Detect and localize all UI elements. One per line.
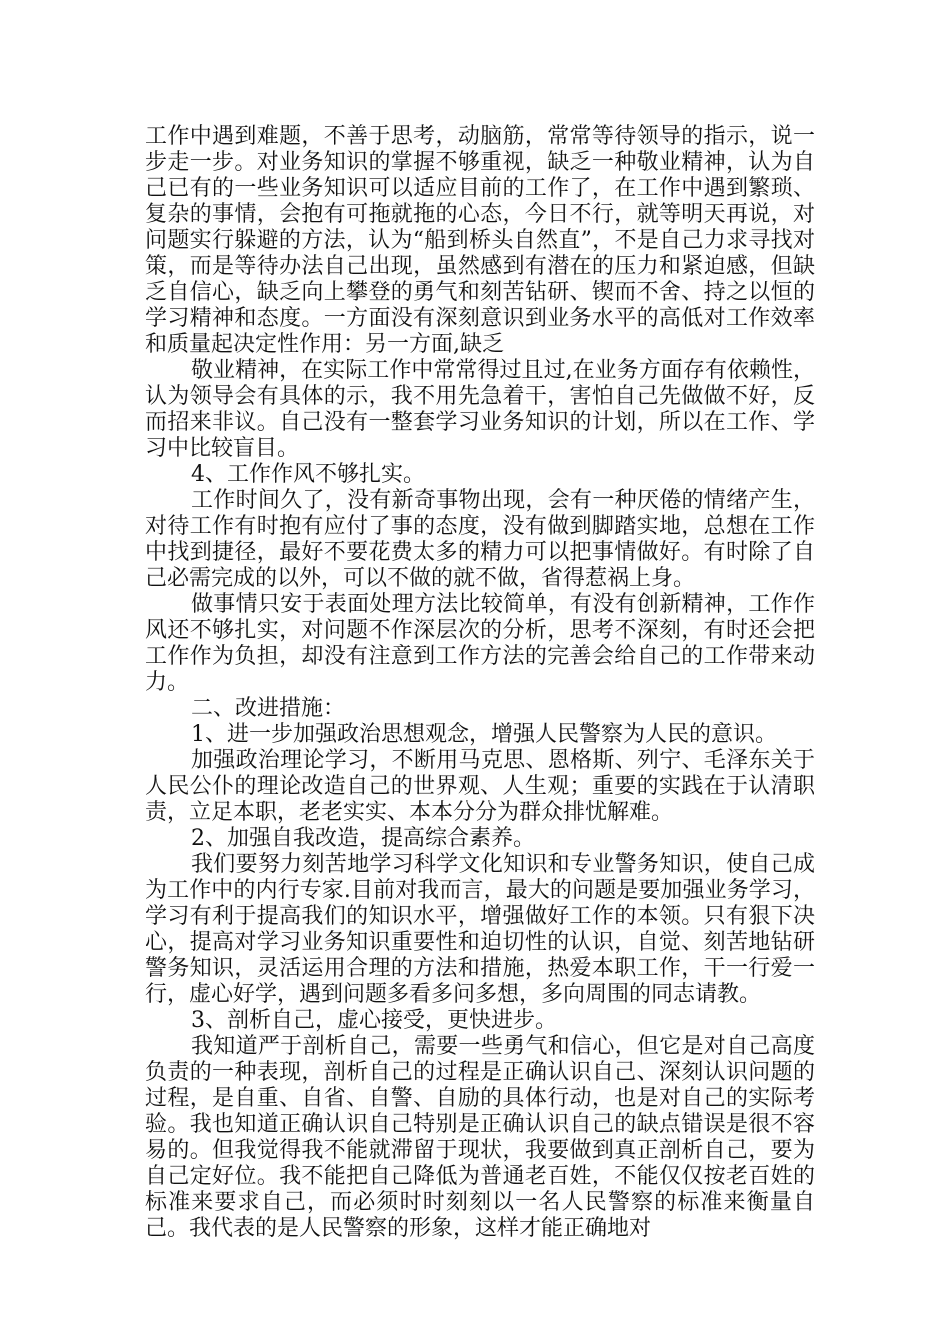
paragraph-work-style-1: 工作时间久了，没有新奇事物出现，会有一种厌倦的情绪产生，对待工作有时抱有应付了事的态度，没有做到脚踏实地，总想在工作中找到捷径，最好不要花费太多的精力可以把事情做好。有时除了自己必需完成的以外，可以不做的就不做，省得惹祸上身。 (145, 488, 815, 591)
paragraph-learning: 我们要努力刻苦地学习科学文化知识和专业警务知识，使自己成为工作中的内行专家.目前对我而言，最大的问题是要加强业务学习，学习有利于提高我们的知识水平，增强做好工作的本领。只有狠下决心，提高对学习业务知识重要性和迫切性的认识，自觉、刻苦地钻研警务知识，灵活运用合理的方法和措施，热爱本职工作，干一行爱一行，虚心好学，遇到问题多看多问多想，多向周围的同志请教。 (145, 852, 815, 1007)
heading-work-style: 4、工作作风不够扎实。 (191, 462, 425, 487)
document-body (145, 124, 815, 1242)
heading-self-improvement: 2、加强自我改造，提高综合素养。 (191, 826, 535, 851)
paragraph-work-style-2: 做事情只安于表面处理方法比较简单，有没有创新精神，工作作风还不够扎实，对问题不作深层次的分析，思考不深刻，有时还会把工作作为负担，却没有注意到工作方法的完善会给自己的工作带来动力。 (145, 592, 815, 695)
heading-political-thought: 1、进一步加强政治思想观念，增强人民警察为人民的意识。 (191, 722, 777, 747)
paragraph-self-analysis: 我知道严于剖析自己，需要一些勇气和信心，但它是对自己高度负责的一种表现，剖析自己的过程是正确认识自己、深刻认识问题的过程，是自重、自省、自警、自励的具体行动，也是对自己的实际考验。我也知道正确认识自己特别是正确认识自己的缺点错误是很不容易的。但我觉得我不能就滞留于现状，我要做到真正剖析自己，要为自己定好位。我不能把自己降低为普通老百姓，不能仅仅按老百姓的标准来要求自己，而必须时时刻刻以一名人民警察的标准来衡量自己。我代表的是人民警察的形象，这样才能正确地对 (145, 1034, 815, 1241)
paragraph-dedication: 敬业精神，在实际工作中常常得过且过,在业务方面存有依赖性，认为领导会有具体的示，我不用先急着干，害怕自己先做做不好，反而招来非议。自己没有一整套学习业务知识的计划，所以在工作、学习中比较盲目。 (145, 358, 815, 461)
paragraph-continuation: 工作中遇到难题，不善于思考，动脑筋，常常等待领导的指示，说一步走一步。对业务知识的掌握不够重视，缺乏一种敬业精神，认为自己已有的一些业务知识可以适应目前的工作了，在工作中遇到繁琐、复杂的事情，会抱有可拖就拖的心态，今日不行，就等明天再说，对问题实行躲避的方法，认为“船到桥头自然直”，不是自己力求寻找对策，而是等待办法自己出现，虽然感到有潜在的压力和紧迫感，但缺乏自信心，缺乏向上攀登的勇气和刻苦钻研、锲而不舍、持之以恒的学习精神和态度。一方面没有深刻意识到业务水平的高低对工作效率和质量起决定性作用：另一方面,缺乏 (145, 124, 815, 357)
heading-improvement-measures: 二、改进措施： (191, 696, 346, 721)
heading-self-analysis: 3、剖析自己，虚心接受，更快进步。 (191, 1008, 557, 1033)
paragraph-political-study: 加强政治理论学习，不断用马克思、恩格斯、列宁、毛泽东关于人民公仆的理论改造自己的世界观、人生观；重要的实践在于认清职责，立足本职，老老实实、本本分分为群众排忧解难。 (145, 748, 815, 825)
